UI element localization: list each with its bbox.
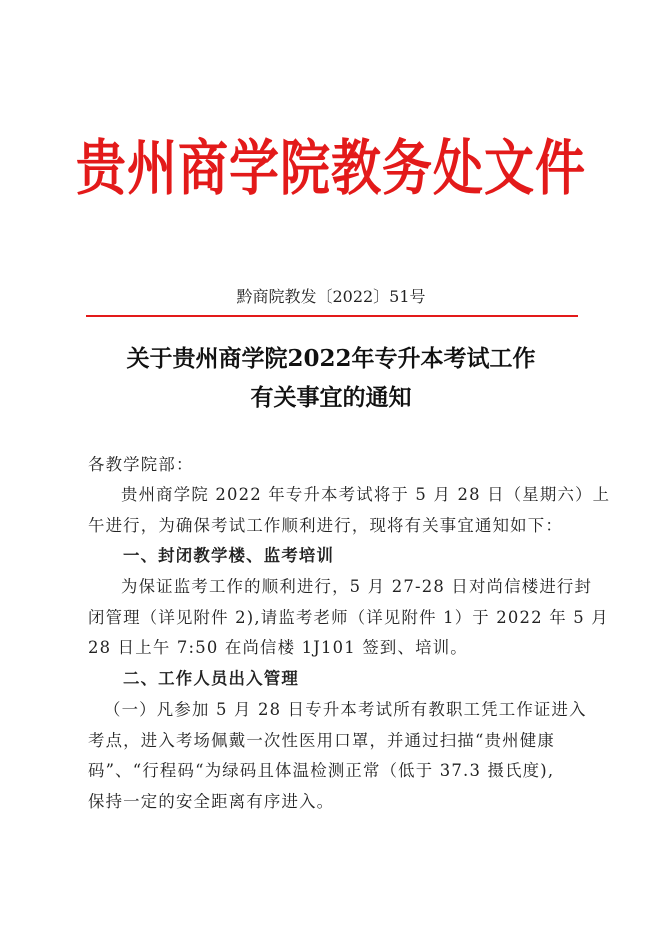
issuing-office-header: 贵州商学院教务处文件 (76, 132, 586, 204)
body-line: 码”、“行程码“为绿码且体温检测正常（低于 37.3 摄氏度), (88, 761, 555, 780)
body-line: 考点，进入考场佩戴一次性医用口罩，并通过扫描“贵州健康 (88, 731, 555, 750)
section-heading-2: 二、工作人员出入管理 (123, 669, 299, 688)
red-divider (86, 315, 578, 317)
body-line: 为保证监考工作的顺利进行，5 月 27-28 日对尚信楼进行封 (121, 577, 593, 596)
body-line: 28 日上午 7:50 在尚信楼 1J101 签到、培训。 (88, 638, 468, 657)
body-line: 午进行，为确保考试工作顺利进行，现将有关事宜通知如下： (88, 516, 563, 535)
body-line: 闭管理（详见附件 2),请监考老师（详见附件 1）于 2022 年 5 月 (88, 608, 609, 627)
section-heading-1: 一、封闭教学楼、监考培训 (123, 546, 335, 565)
salutation: 各教学院部： (88, 455, 194, 474)
document-number: 黔商院教发〔2022〕51号 (236, 287, 426, 306)
notice-title-line-1: 关于贵州商学院2022年专升本考试工作 (126, 345, 536, 372)
body-line: 保持一定的安全距离有序进入。 (88, 792, 335, 811)
body-line: 贵州商学院 2022 年专升本考试将于 5 月 28 日（星期六）上 (121, 485, 611, 504)
notice-title-line-2: 有关事宜的通知 (250, 384, 412, 411)
body-line: （一）凡参加 5 月 28 日专升本考试所有教职工凭工作证进入 (104, 700, 587, 719)
